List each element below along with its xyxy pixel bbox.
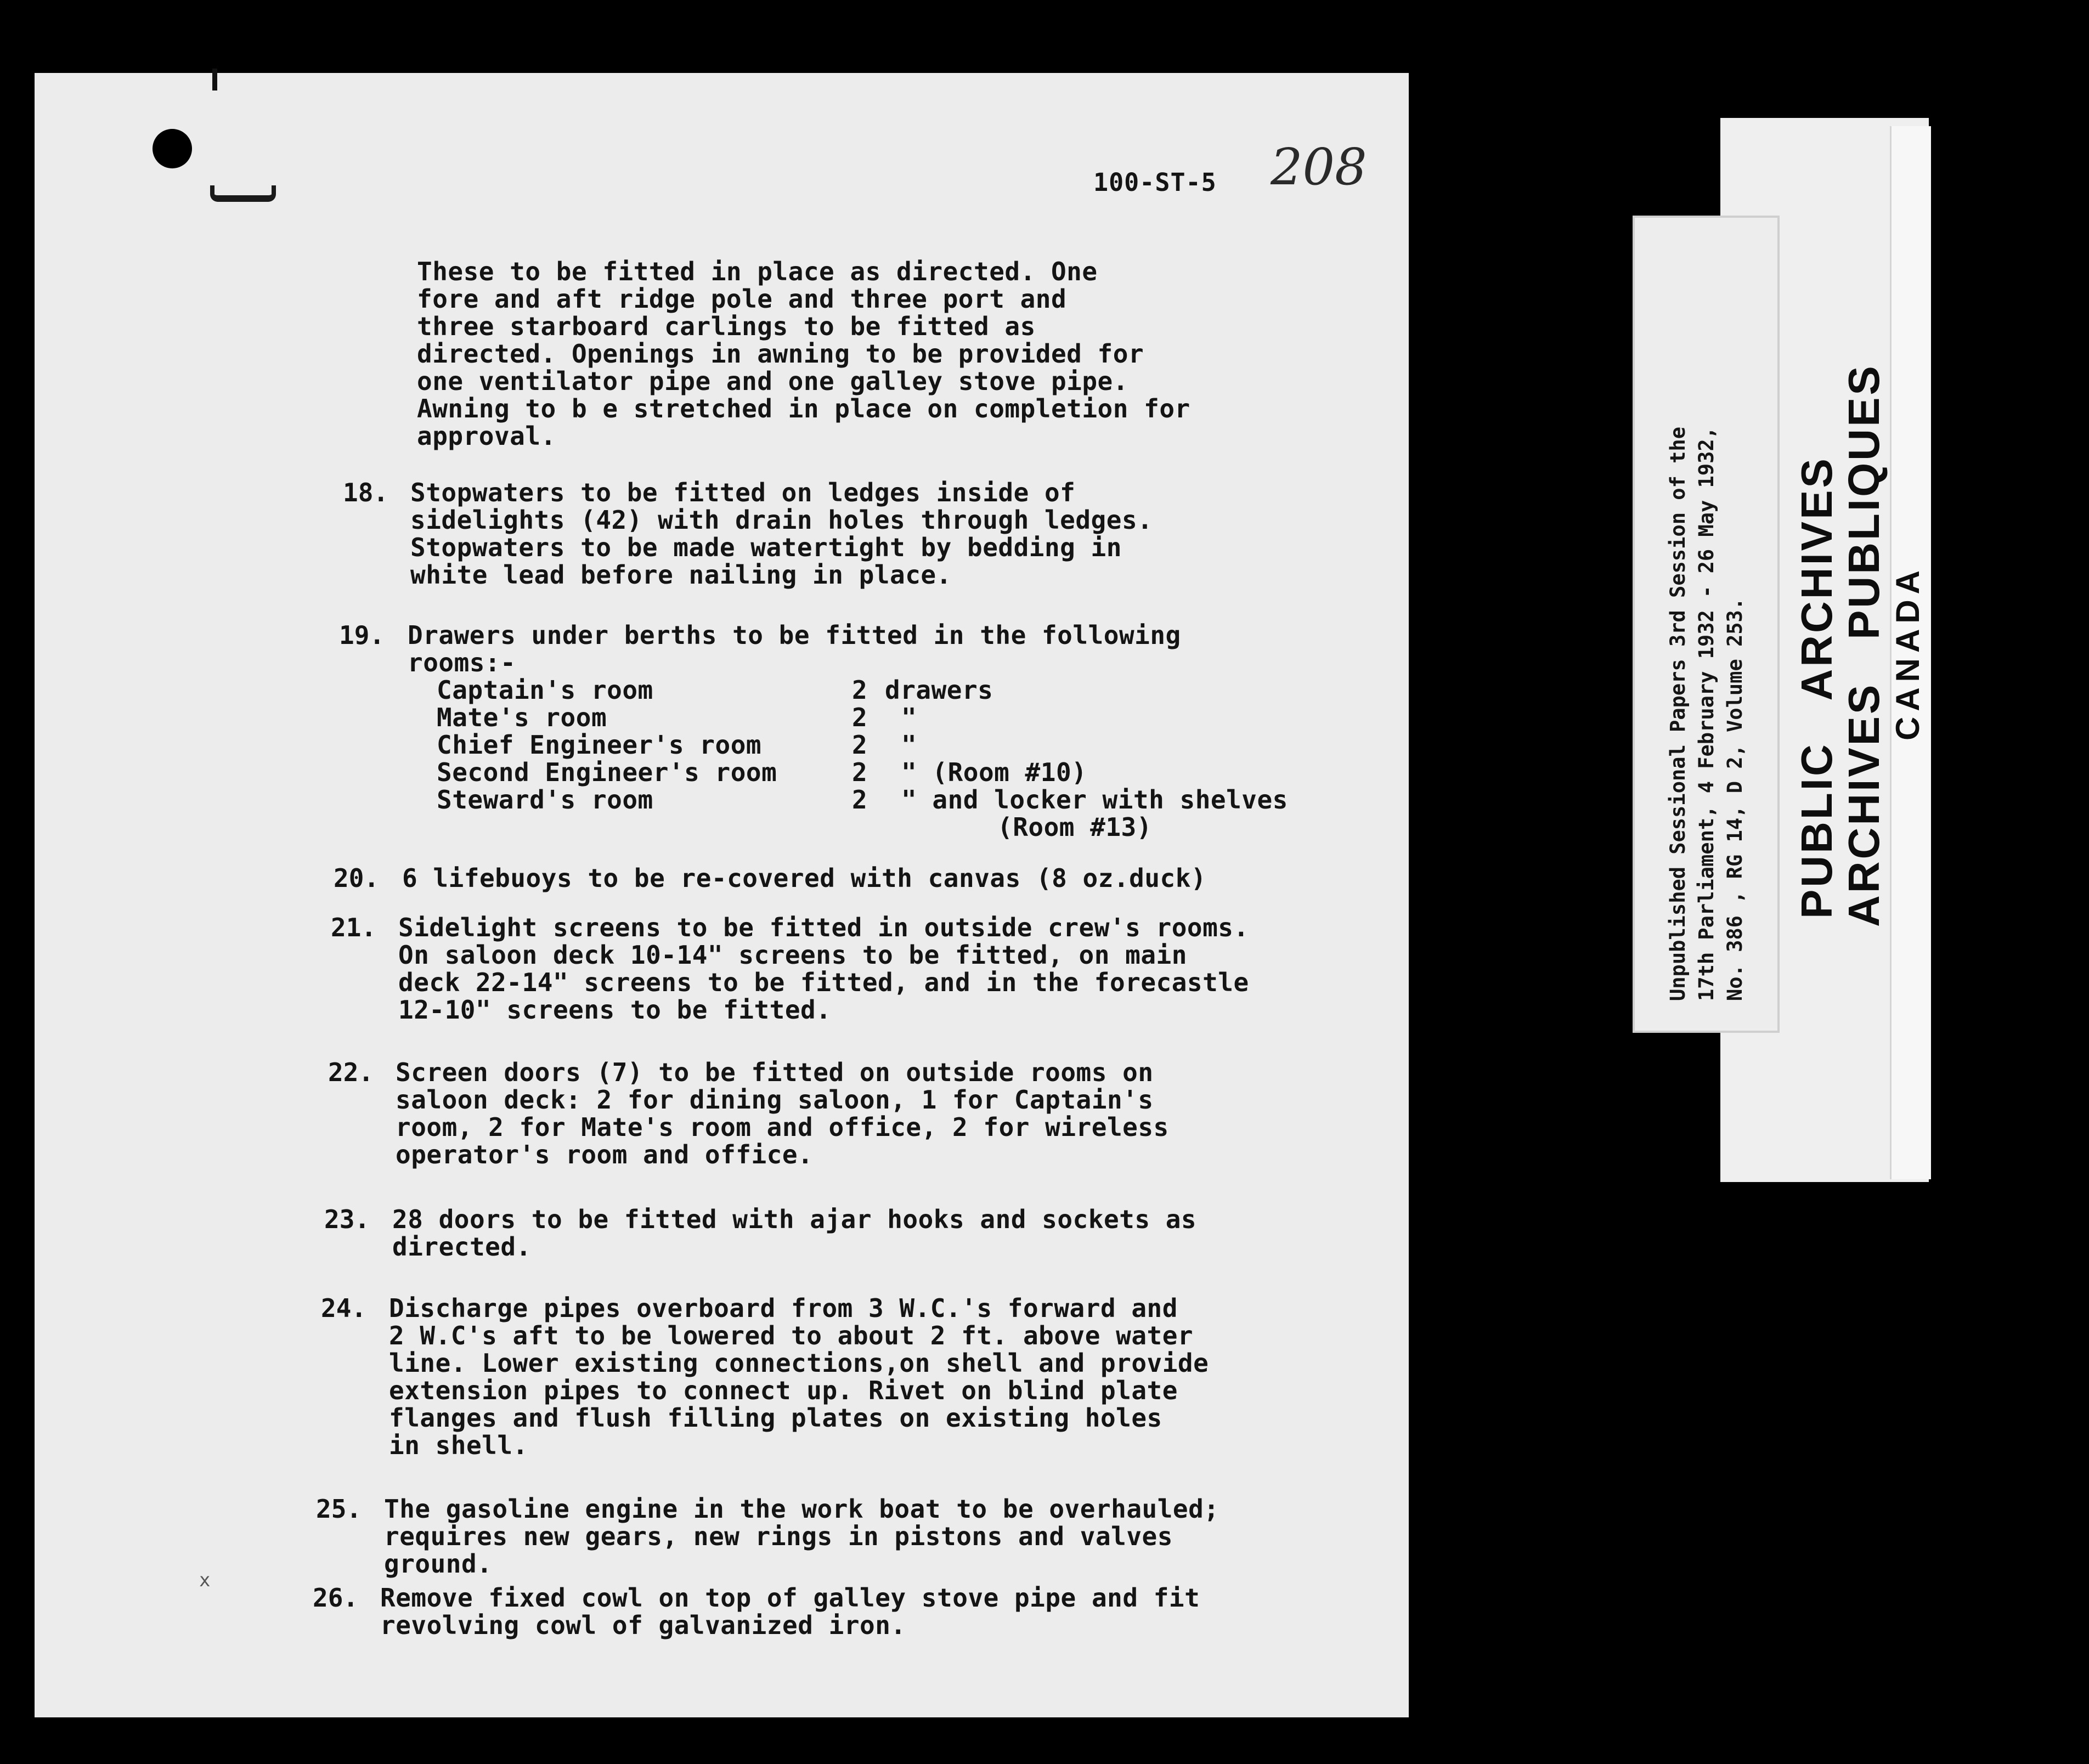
tick-mark <box>212 69 217 91</box>
archive-label-canada: CANADA <box>1889 565 1926 740</box>
text-line: Screen doors (7) to be fitted on outside rooms on <box>396 1058 1154 1087</box>
text-line: line. Lower existing connections,on shell and provide <box>389 1348 1209 1378</box>
room-name: Steward's room <box>437 785 653 815</box>
room-note: " and locker with shelves <box>901 785 1288 815</box>
text-line: deck 22-14" screens to be fitted, and in the forecastle <box>398 968 1249 997</box>
text-line: white lead before nailing in place. <box>410 560 952 590</box>
item-number: 21. <box>331 913 377 942</box>
item-number: 25. <box>316 1494 362 1524</box>
text-line: one ventilator pipe and one galley stove pipe. <box>417 366 1128 396</box>
text-line: These to be fitted in place as directed. One <box>417 257 1098 286</box>
text-line: Drawers under berths to be fitted in the following <box>408 620 1181 650</box>
text-line: fore and aft ridge pole and three port and <box>417 284 1067 314</box>
text-line: in shell. <box>389 1431 528 1460</box>
citation-line: Unpublished Sessional Papers 3rd Session of the <box>1666 427 1690 1001</box>
room-name: Second Engineer's room <box>437 757 777 787</box>
room-name: Chief Engineer's room <box>437 730 762 760</box>
text-line: extension pipes to connect up. Rivet on blind plate <box>389 1376 1178 1405</box>
room-name: Mate's room <box>437 703 607 732</box>
room-qty: 2 <box>852 703 868 732</box>
paper-clip-mark <box>210 185 276 202</box>
citation-line: No. 386 , RG 14, D 2, Volume 253. <box>1723 597 1747 1001</box>
text-line: approval. <box>417 421 556 451</box>
text-line: 28 doors to be fitted with ajar hooks and sockets as <box>392 1205 1197 1234</box>
text-line: room, 2 for Mate's room and office, 2 for wireless <box>396 1112 1169 1142</box>
room-note: " <box>901 730 917 760</box>
room-qty: 2 <box>852 785 868 815</box>
text-line: 12-10" screens to be fitted. <box>398 995 832 1025</box>
item-number: 18. <box>343 478 389 507</box>
item-number: 20. <box>334 863 380 893</box>
text-line: directed. <box>392 1232 532 1262</box>
room-qty: 2 <box>852 675 868 705</box>
file-reference: 100-ST-5 <box>1093 168 1217 197</box>
text-line: saloon deck: 2 for dining saloon, 1 for Captain's <box>396 1085 1154 1115</box>
text-line: revolving cowl of galvanized iron. <box>380 1610 906 1640</box>
text-line: rooms:- <box>408 648 516 677</box>
typewritten-sheet <box>35 73 1409 1717</box>
text-line: flanges and flush filling plates on existing holes <box>389 1403 1162 1433</box>
text-line: requires new gears, new rings in pistons and valves <box>384 1522 1173 1551</box>
text-line: 2 W.C's aft to be lowered to about 2 ft. above water <box>389 1321 1194 1350</box>
text-line: Remove fixed cowl on top of galley stove pipe and fit <box>380 1583 1200 1613</box>
room-note-continued: (Room #13) <box>997 812 1152 842</box>
item-number: 24. <box>321 1293 367 1323</box>
archive-label-public-archives: PUBLIC ARCHIVES <box>1792 456 1841 919</box>
text-line: operator's room and office. <box>396 1140 814 1169</box>
text-line: Awning to b e stretched in place on completion for <box>417 394 1190 423</box>
page-number: 208 <box>1271 138 1367 196</box>
room-note: " <box>901 703 917 732</box>
text-line: 6 lifebuoys to be re-covered with canvas (8 oz.duck) <box>402 863 1207 893</box>
room-note: " (Room #10) <box>901 757 1087 787</box>
text-line: Stopwaters to be fitted on ledges inside of <box>410 478 1076 507</box>
room-note: drawers <box>885 675 993 705</box>
text-line: ground. <box>384 1549 493 1579</box>
archive-label-archives-publiques: ARCHIVES PUBLIQUES <box>1839 364 1888 927</box>
text-line: Sidelight screens to be fitted in outside crew's rooms. <box>398 913 1249 942</box>
room-qty: 2 <box>852 730 868 760</box>
text-line: sidelights (42) with drain holes through ledges. <box>410 505 1153 535</box>
text-line: The gasoline engine in the work boat to be overhauled; <box>384 1494 1219 1524</box>
item-number: 22. <box>328 1058 374 1087</box>
punch-hole <box>153 129 192 168</box>
room-name: Captain's room <box>437 675 653 705</box>
margin-mark: x <box>199 1569 211 1591</box>
text-line: three starboard carlings to be fitted as <box>417 312 1036 341</box>
citation-line: 17th Parliament, 4 February 1932 - 26 May 1932, <box>1695 427 1718 1001</box>
item-number: 23. <box>324 1205 370 1234</box>
item-number: 26. <box>313 1583 359 1613</box>
text-line: Discharge pipes overboard from 3 W.C.'s forward and <box>389 1293 1178 1323</box>
text-line: directed. Openings in awning to be provided for <box>417 339 1144 369</box>
item-number: 19. <box>339 620 385 650</box>
text-line: On saloon deck 10-14" screens to be fitted, on main <box>398 940 1187 970</box>
room-qty: 2 <box>852 757 868 787</box>
text-line: Stopwaters to be made watertight by bedding in <box>410 533 1122 562</box>
